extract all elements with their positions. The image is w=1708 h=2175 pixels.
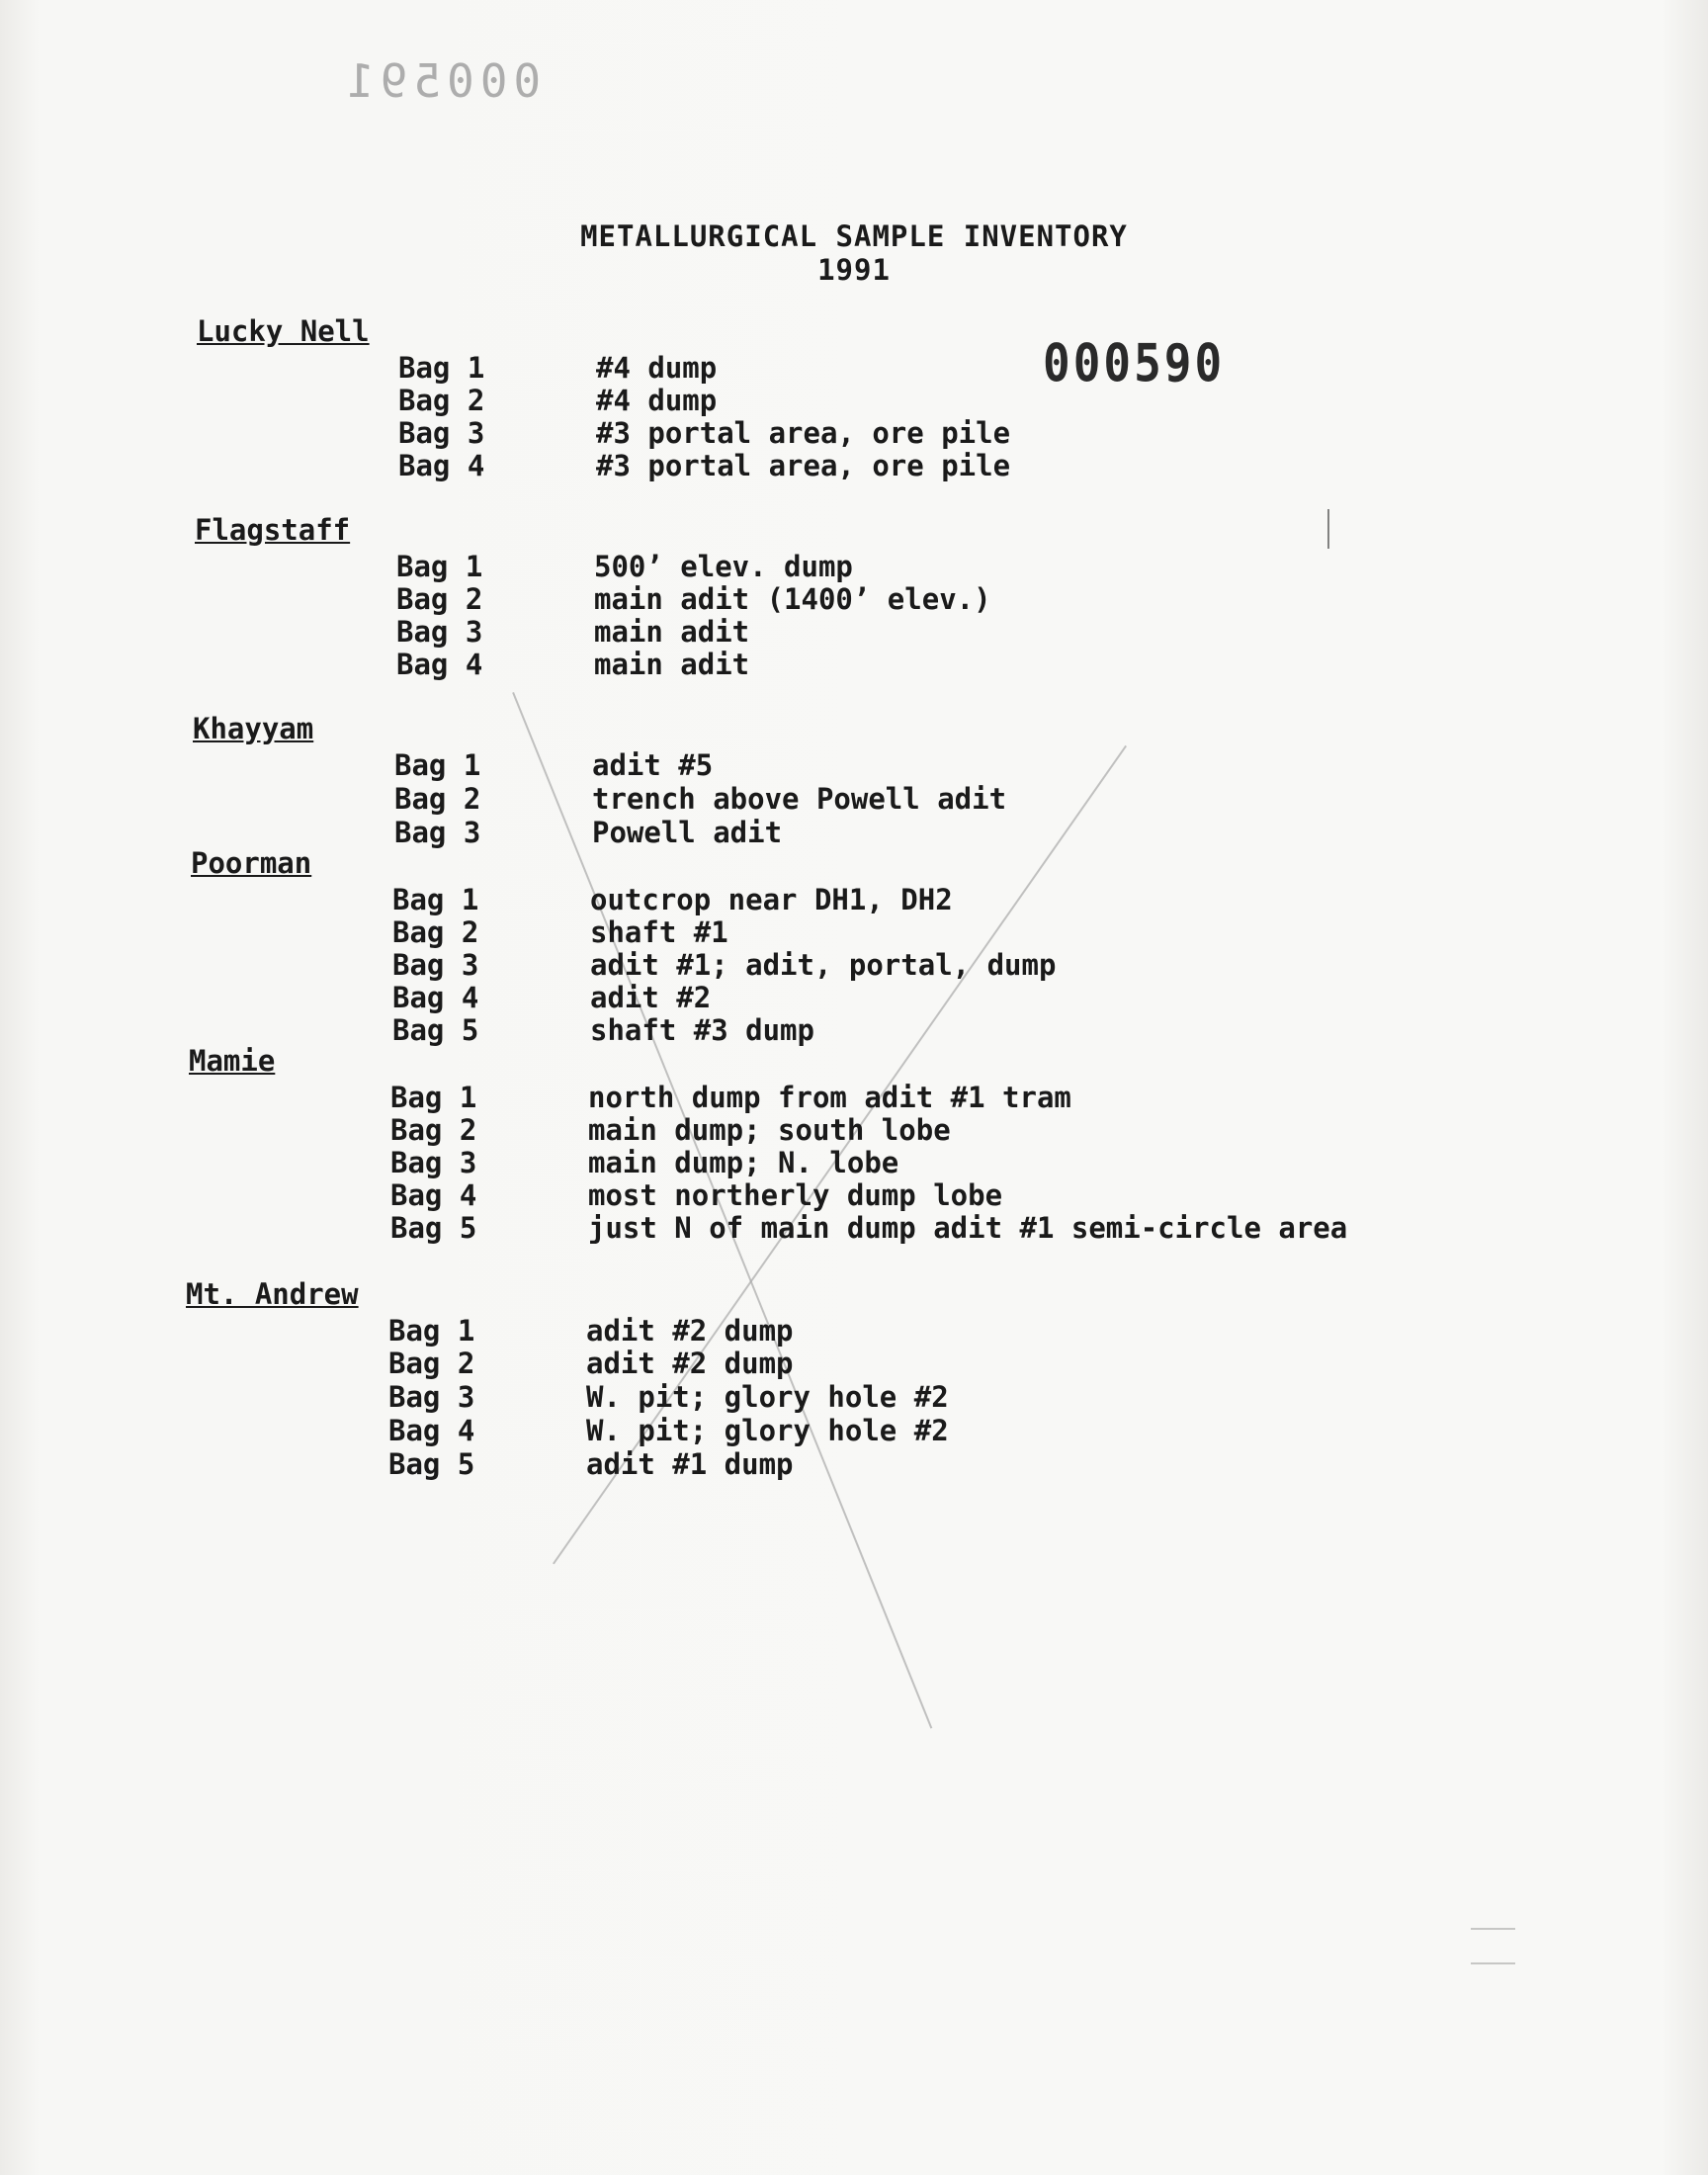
inventory-row (392, 883, 953, 916)
bag-description: adit #5 (592, 748, 714, 782)
bag-label: Bag 3 (396, 615, 483, 649)
inventory-row (392, 915, 728, 949)
inventory-row (394, 782, 1006, 816)
inventory-row (394, 748, 713, 782)
bag-label: Bag 4 (398, 449, 485, 482)
bag-description: #4 dump (596, 384, 718, 417)
bag-description: W. pit; glory hole #2 (586, 1380, 949, 1414)
inventory-row (390, 1081, 1071, 1114)
site-heading: Khayyam (193, 712, 314, 745)
inventory-row (390, 1178, 1002, 1212)
bag-label: Bag 1 (394, 748, 481, 782)
bag-label: Bag 2 (394, 782, 481, 816)
bag-description: adit #2 dump (586, 1314, 794, 1348)
bag-description: most northerly dump lobe (588, 1178, 1003, 1212)
bag-description: north dump from adit #1 tram (588, 1081, 1071, 1114)
bag-label: Bag 4 (388, 1414, 475, 1447)
bag-label: Bag 3 (392, 948, 479, 982)
bag-label: Bag 1 (398, 351, 485, 385)
bag-label: Bag 1 (388, 1314, 475, 1348)
bag-label: Bag 5 (392, 1013, 479, 1047)
site-heading: Mt. Andrew (186, 1277, 359, 1311)
inventory-row (390, 1113, 951, 1147)
inventory-row (392, 981, 711, 1014)
document-year: 1991 (817, 253, 891, 287)
inventory-row (388, 1414, 949, 1447)
bag-description: outcrop near DH1, DH2 (590, 883, 953, 916)
bag-description: main dump; N. lobe (588, 1146, 899, 1179)
inventory-row (398, 416, 1010, 450)
bag-description: #3 portal area, ore pile (596, 416, 1011, 450)
inventory-row (390, 1146, 898, 1179)
inventory-row (388, 1347, 794, 1380)
bag-description: #4 dump (596, 351, 718, 385)
bag-description: main adit (594, 648, 750, 681)
bag-label: Bag 1 (392, 883, 479, 916)
inventory-row (392, 1013, 814, 1047)
inventory-row (396, 615, 749, 649)
inventory-row (392, 948, 1056, 982)
bag-description: Powell adit (592, 816, 783, 849)
bag-label: Bag 4 (392, 981, 479, 1014)
bag-description: main adit (1400’ elev.) (594, 582, 991, 616)
top-stamp: 000591 (341, 54, 542, 108)
bag-description: #3 portal area, ore pile (596, 449, 1011, 482)
bag-label: Bag 2 (392, 915, 479, 949)
inventory-row (398, 449, 1010, 482)
bag-description: adit #2 (590, 981, 712, 1014)
bag-label: Bag 1 (396, 550, 483, 583)
bag-description: just N of main dump adit #1 semi-circle area (588, 1211, 1348, 1245)
bag-label: Bag 1 (390, 1081, 477, 1114)
bag-label: Bag 2 (390, 1113, 477, 1147)
inventory-row (396, 550, 853, 583)
document-title: METALLURGICAL SAMPLE INVENTORY (580, 219, 1128, 253)
site-heading: Flagstaff (195, 513, 351, 547)
bag-description: shaft #3 dump (590, 1013, 814, 1047)
site-heading: Lucky Nell (197, 314, 370, 348)
inventory-row (388, 1314, 794, 1348)
bag-description: main dump; south lobe (588, 1113, 951, 1147)
bag-description: main adit (594, 615, 750, 649)
scan-mark (1471, 1962, 1515, 1964)
bag-description: W. pit; glory hole #2 (586, 1414, 949, 1447)
bag-label: Bag 2 (388, 1347, 475, 1380)
scan-mark (1471, 1928, 1515, 1930)
inventory-row (396, 648, 749, 681)
bag-label: Bag 3 (398, 416, 485, 450)
bag-label: Bag 3 (388, 1380, 475, 1414)
bag-description: shaft #1 (590, 915, 728, 949)
bag-description: adit #2 dump (586, 1347, 794, 1380)
site-heading: Poorman (191, 846, 312, 880)
bag-label: Bag 3 (394, 816, 481, 849)
inventory-row (390, 1211, 1347, 1245)
bag-label: Bag 5 (388, 1447, 475, 1481)
bag-description: trench above Powell adit (592, 782, 1007, 816)
scan-mark (1327, 509, 1329, 549)
document-number-stamp: 000590 (1043, 331, 1226, 394)
site-heading: Mamie (189, 1044, 276, 1078)
inventory-row (388, 1447, 794, 1481)
bag-description: adit #1 dump (586, 1447, 794, 1481)
inventory-row (398, 351, 717, 385)
bag-description: 500’ elev. dump (594, 550, 853, 583)
bag-label: Bag 2 (398, 384, 485, 417)
bag-label: Bag 5 (390, 1211, 477, 1245)
bag-label: Bag 4 (396, 648, 483, 681)
bag-label: Bag 2 (396, 582, 483, 616)
inventory-row (388, 1380, 949, 1414)
bag-description: adit #1; adit, portal, dump (590, 948, 1057, 982)
inventory-row (394, 816, 782, 849)
bag-label: Bag 3 (390, 1146, 477, 1179)
inventory-row (396, 582, 991, 616)
inventory-row (398, 384, 717, 417)
bag-label: Bag 4 (390, 1178, 477, 1212)
